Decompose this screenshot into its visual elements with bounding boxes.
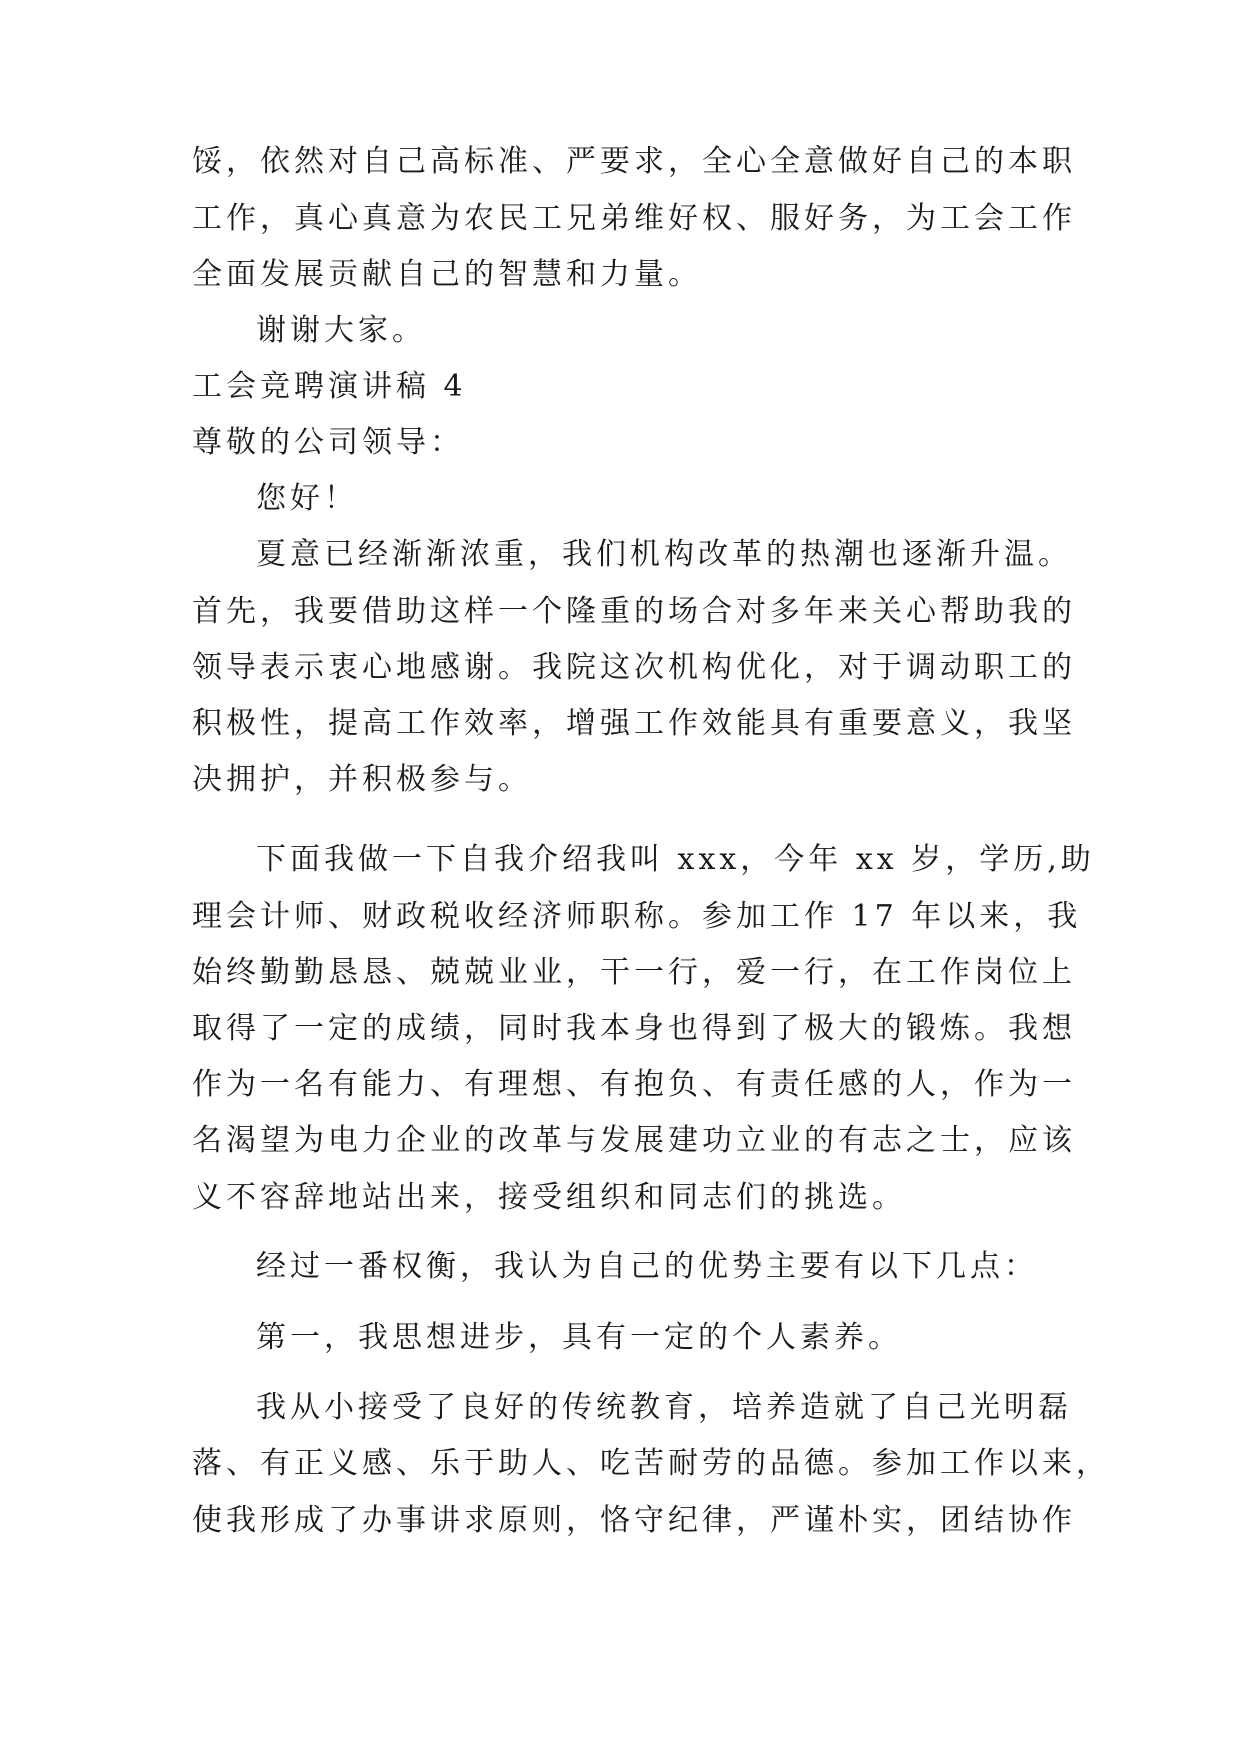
text-line: 义不容辞地站出来，接受组织和同志们的挑选。	[192, 1180, 906, 1215]
text-line: 谢谢大家。	[256, 313, 426, 348]
text-line: 全面发展贡献自己的智慧和力量。	[192, 257, 702, 292]
text-line: 夏意已经渐渐浓重，我们机构改革的热潮也逐渐升温。	[256, 537, 1072, 572]
text-line: 领导表示衷心地感谢。我院这次机构优化，对于调动职工的	[192, 650, 1076, 685]
text-line: 取得了一定的成绩，同时我本身也得到了极大的锻炼。我想	[192, 1011, 1076, 1046]
text-line: 始终勤勤恳恳、兢兢业业，干一行，爱一行，在工作岗位上	[192, 955, 1076, 990]
text-line: 馁，依然对自己高标准、严要求，全心全意做好自己的本职	[192, 144, 1076, 179]
text-line: 下面我做一下自我介绍我叫 xxx，今年 xx 岁，学历,助	[256, 842, 1095, 877]
text-line: 决拥护，并积极参与。	[192, 762, 532, 797]
text-line: 理会计师、财政税收经济师职称。参加工作 17 年以来，我	[192, 899, 1082, 934]
text-line: 我从小接受了良好的传统教育，培养造就了自己光明磊	[256, 1390, 1072, 1425]
greeting: 您好！	[256, 481, 358, 516]
text-line: 落、有正义感、乐于助人、吃苦耐劳的品德。参加工作以来，	[192, 1446, 1110, 1481]
text-line: 名渴望为电力企业的改革与发展建功立业的有志之士，应该	[192, 1123, 1076, 1158]
text-line: 使我形成了办事讲求原则，恪守纪律，严谨朴实，团结协作	[192, 1503, 1076, 1538]
text-line: 经过一番权衡，我认为自己的优势主要有以下几点：	[256, 1249, 1038, 1284]
text-line: 积极性，提高工作效率，增强工作效能具有重要意义，我坚	[192, 706, 1076, 741]
text-line: 工作，真心真意为农民工兄弟维好权、服好务，为工会工作	[192, 201, 1076, 236]
text-line: 首先，我要借助这样一个隆重的场合对多年来关心帮助我的	[192, 594, 1076, 629]
text-line: 第一，我思想进步，具有一定的个人素养。	[256, 1320, 902, 1355]
salutation: 尊敬的公司领导：	[192, 425, 464, 460]
section-heading: 工会竞聘演讲稿 4	[192, 369, 467, 404]
text-line: 作为一名有能力、有理想、有抱负、有责任感的人，作为一	[192, 1067, 1076, 1102]
